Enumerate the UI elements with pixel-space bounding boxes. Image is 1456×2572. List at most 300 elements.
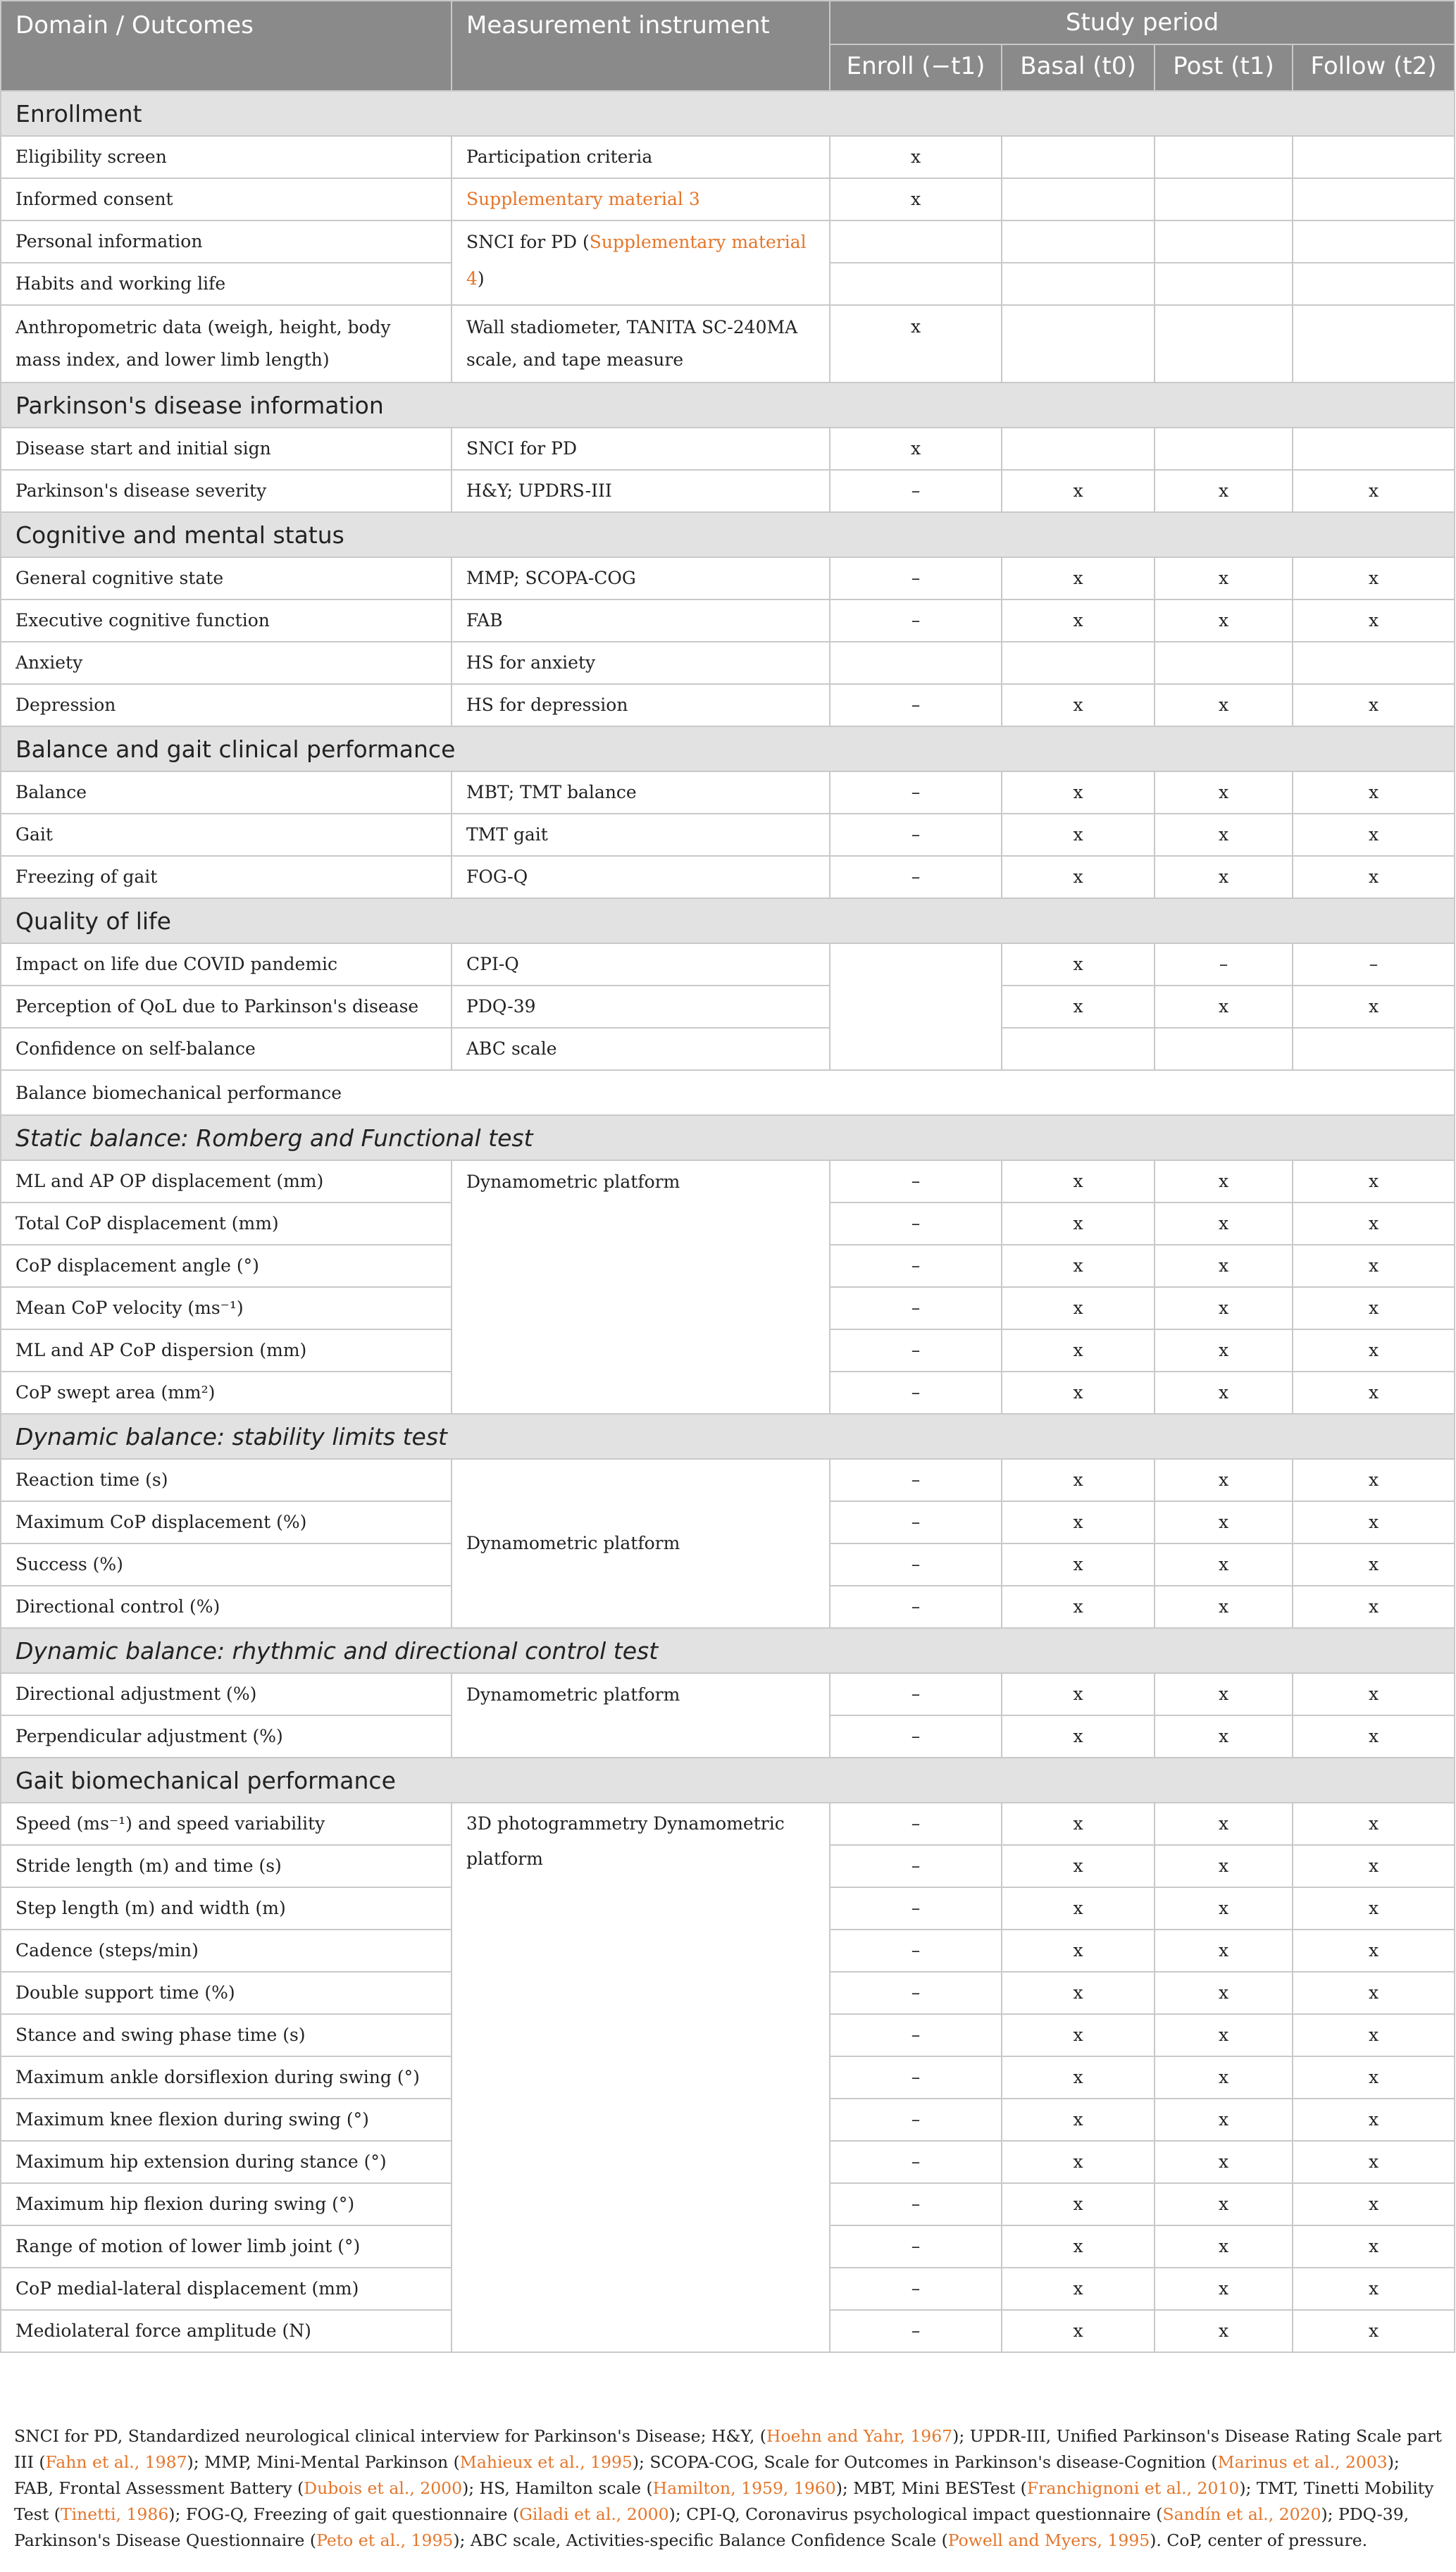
header-instrument: Measurement instrument bbox=[452, 1, 830, 91]
section-row bbox=[1, 1758, 1455, 1803]
section-title: Balance and gait clinical performance bbox=[1, 726, 1455, 771]
enroll-cell: – bbox=[830, 1845, 1002, 1887]
basal-cell: x bbox=[1002, 1329, 1155, 1372]
table-row bbox=[1, 1459, 1455, 1501]
section-title: Parkinson's disease information bbox=[1, 383, 1455, 428]
outcome-cell: Maximum CoP displacement (%) bbox=[1, 1501, 452, 1543]
post-cell: x bbox=[1155, 986, 1293, 1028]
post-cell: x bbox=[1155, 2183, 1293, 2225]
follow-cell: x bbox=[1293, 1543, 1455, 1586]
enroll-cell: – bbox=[830, 2014, 1002, 2056]
outcome-cell: Cadence (steps/min) bbox=[1, 1930, 452, 1972]
post-cell: x bbox=[1155, 856, 1293, 898]
enroll-cell: – bbox=[830, 1160, 1002, 1203]
outcome-cell: Parkinson's disease severity bbox=[1, 470, 452, 512]
section-title: Gait biomechanical performance bbox=[1, 1758, 1455, 1803]
instrument-cell: ABC scale bbox=[452, 1028, 830, 1070]
follow-cell: x bbox=[1293, 986, 1455, 1028]
citation-link[interactable]: Powell and Myers, 1995 bbox=[947, 2530, 1150, 2550]
outcome-cell: Confidence on self-balance bbox=[1, 1028, 452, 1070]
follow-cell bbox=[1293, 136, 1455, 178]
outcome-cell: Perception of QoL due to Parkinson's disease bbox=[1, 986, 452, 1028]
follow-cell bbox=[1293, 305, 1455, 383]
outcome-cell: Speed (ms⁻¹) and speed variability bbox=[1, 1803, 452, 1845]
table-row bbox=[1, 943, 1455, 986]
enroll-cell: x bbox=[830, 428, 1002, 470]
basal-cell: x bbox=[1002, 1972, 1155, 2014]
basal-cell: x bbox=[1002, 1501, 1155, 1543]
table-row bbox=[1, 1803, 1455, 1845]
instrument-cell: 3D photogrammetry Dynamometric platform bbox=[452, 1803, 830, 2352]
post-cell: x bbox=[1155, 2268, 1293, 2310]
enroll-cell: – bbox=[830, 2099, 1002, 2141]
footnote-text: ); UPDR-III, Unified Parkinson's Disease Rating Scale part III ( bbox=[14, 2426, 1442, 2472]
follow-cell: x bbox=[1293, 1930, 1455, 1972]
post-cell: x bbox=[1155, 1459, 1293, 1501]
outcome-cell: Maximum ankle dorsiflexion during swing (°) bbox=[1, 2056, 452, 2099]
basal-cell: x bbox=[1002, 1245, 1155, 1287]
basal-cell: x bbox=[1002, 684, 1155, 726]
outcome-cell: Personal information bbox=[1, 220, 452, 263]
outcome-cell: Range of motion of lower limb joint (°) bbox=[1, 2225, 452, 2268]
post-cell: x bbox=[1155, 2225, 1293, 2268]
post-cell: x bbox=[1155, 1586, 1293, 1628]
post-cell bbox=[1155, 428, 1293, 470]
post-cell: x bbox=[1155, 2099, 1293, 2141]
post-cell: – bbox=[1155, 943, 1293, 986]
header-study-period: Study period bbox=[830, 1, 1455, 44]
enroll-cell bbox=[830, 642, 1002, 684]
instrument-cell: Dynamometric platform bbox=[452, 1459, 830, 1628]
post-cell: x bbox=[1155, 1501, 1293, 1543]
table-row bbox=[1, 986, 1455, 1028]
post-cell: x bbox=[1155, 557, 1293, 599]
footnote-text: ); CPI-Q, Coronavirus psychological impact questionnaire ( bbox=[668, 2504, 1163, 2524]
basal-cell: x bbox=[1002, 2014, 1155, 2056]
table-row bbox=[1, 178, 1455, 220]
outcome-cell: Freezing of gait bbox=[1, 856, 452, 898]
enroll-cell-merged bbox=[830, 943, 1002, 1070]
section-title: Quality of life bbox=[1, 898, 1455, 943]
post-cell: x bbox=[1155, 1803, 1293, 1845]
citation-link[interactable]: Giladi et al., 2000 bbox=[519, 2504, 669, 2524]
basal-cell: x bbox=[1002, 2225, 1155, 2268]
basal-cell: x bbox=[1002, 1586, 1155, 1628]
outcome-cell: Reaction time (s) bbox=[1, 1459, 452, 1501]
follow-cell bbox=[1293, 1028, 1455, 1070]
post-cell: x bbox=[1155, 814, 1293, 856]
follow-cell bbox=[1293, 220, 1455, 263]
enroll-cell bbox=[830, 263, 1002, 305]
header-enroll: Enroll (−t1) bbox=[830, 44, 1002, 91]
basal-cell: x bbox=[1002, 814, 1155, 856]
basal-cell: x bbox=[1002, 1543, 1155, 1586]
outcome-cell: CoP displacement angle (°) bbox=[1, 1245, 452, 1287]
outcome-cell: Mediolateral force amplitude (N) bbox=[1, 2310, 452, 2352]
enroll-cell: – bbox=[830, 814, 1002, 856]
header-domain: Domain / Outcomes bbox=[1, 1, 452, 91]
follow-cell: x bbox=[1293, 1887, 1455, 1930]
table-row bbox=[1, 1673, 1455, 1715]
outcome-cell: Gait bbox=[1, 814, 452, 856]
post-cell bbox=[1155, 178, 1293, 220]
basal-cell bbox=[1002, 263, 1155, 305]
post-cell: x bbox=[1155, 1329, 1293, 1372]
citation-link[interactable]: Tinetti, 1986 bbox=[60, 2504, 169, 2524]
follow-cell: x bbox=[1293, 557, 1455, 599]
table-body bbox=[1, 91, 1455, 2352]
enroll-cell bbox=[830, 220, 1002, 263]
table-row bbox=[1, 771, 1455, 814]
enroll-cell: – bbox=[830, 1372, 1002, 1414]
post-cell: x bbox=[1155, 1372, 1293, 1414]
basal-cell: x bbox=[1002, 1372, 1155, 1414]
basal-cell bbox=[1002, 428, 1155, 470]
enroll-cell: – bbox=[830, 599, 1002, 642]
instrument-cell: H&Y; UPDRS-III bbox=[452, 470, 830, 512]
outcome-cell: Step length (m) and width (m) bbox=[1, 1887, 452, 1930]
subsection-row bbox=[1, 1414, 1455, 1459]
enroll-cell: x bbox=[830, 178, 1002, 220]
enroll-cell: – bbox=[830, 470, 1002, 512]
instrument-text-close: ) bbox=[477, 268, 485, 289]
follow-cell: x bbox=[1293, 1673, 1455, 1715]
enroll-cell: – bbox=[830, 1887, 1002, 1930]
supplementary-material-3-link[interactable]: Supplementary material 3 bbox=[452, 178, 830, 220]
post-cell: x bbox=[1155, 2056, 1293, 2099]
follow-cell: x bbox=[1293, 1715, 1455, 1758]
follow-cell: x bbox=[1293, 2268, 1455, 2310]
instrument-cell: MBT; TMT balance bbox=[452, 771, 830, 814]
post-cell bbox=[1155, 1028, 1293, 1070]
instrument-cell: Participation criteria bbox=[452, 136, 830, 178]
citation-link[interactable]: Franchignoni et al., 2010 bbox=[1026, 2478, 1240, 2498]
section-row bbox=[1, 512, 1455, 557]
follow-cell: x bbox=[1293, 856, 1455, 898]
post-cell: x bbox=[1155, 771, 1293, 814]
follow-cell bbox=[1293, 428, 1455, 470]
enroll-cell: – bbox=[830, 2225, 1002, 2268]
basal-cell: x bbox=[1002, 599, 1155, 642]
section-row-plain bbox=[1, 1070, 1455, 1115]
post-cell bbox=[1155, 136, 1293, 178]
basal-cell: x bbox=[1002, 943, 1155, 986]
instrument-cell: MMP; SCOPA-COG bbox=[452, 557, 830, 599]
follow-cell: x bbox=[1293, 599, 1455, 642]
instrument-text: SNCI for PD ( bbox=[466, 232, 590, 252]
footnote-text: ); MMP, Mini-Mental Parkinson ( bbox=[187, 2452, 460, 2472]
table-row bbox=[1, 305, 1455, 383]
table-row bbox=[1, 599, 1455, 642]
basal-cell bbox=[1002, 305, 1155, 383]
basal-cell: x bbox=[1002, 557, 1155, 599]
follow-cell: x bbox=[1293, 684, 1455, 726]
enroll-cell: – bbox=[830, 1459, 1002, 1501]
basal-cell: x bbox=[1002, 986, 1155, 1028]
post-cell: x bbox=[1155, 1715, 1293, 1758]
enroll-cell: – bbox=[830, 557, 1002, 599]
outcome-cell: Impact on life due COVID pandemic bbox=[1, 943, 452, 986]
instrument-cell: FOG-Q bbox=[452, 856, 830, 898]
follow-cell bbox=[1293, 178, 1455, 220]
citation-link[interactable]: Peto et al., 1995 bbox=[316, 2530, 454, 2550]
follow-cell: x bbox=[1293, 771, 1455, 814]
outcome-cell: Disease start and initial sign bbox=[1, 428, 452, 470]
subsection-title: Dynamic balance: rhythmic and directional control test bbox=[1, 1628, 1455, 1673]
citation-link[interactable]: Marinus et al., 2003 bbox=[1217, 2452, 1388, 2472]
follow-cell: x bbox=[1293, 1972, 1455, 2014]
enroll-cell: – bbox=[830, 1930, 1002, 1972]
enroll-cell: x bbox=[830, 305, 1002, 383]
enroll-cell: – bbox=[830, 1972, 1002, 2014]
follow-cell: x bbox=[1293, 1160, 1455, 1203]
outcome-cell: CoP medial-lateral displacement (mm) bbox=[1, 2268, 452, 2310]
post-cell bbox=[1155, 220, 1293, 263]
follow-cell: x bbox=[1293, 1203, 1455, 1245]
table-header bbox=[1, 1, 1455, 91]
follow-cell: x bbox=[1293, 1459, 1455, 1501]
outcome-cell: Mean CoP velocity (ms⁻¹) bbox=[1, 1287, 452, 1329]
enroll-cell: – bbox=[830, 856, 1002, 898]
table-row bbox=[1, 428, 1455, 470]
subsection-title: Static balance: Romberg and Functional test bbox=[1, 1115, 1455, 1160]
table-row bbox=[1, 220, 1455, 263]
enroll-cell: – bbox=[830, 1287, 1002, 1329]
basal-cell: x bbox=[1002, 1845, 1155, 1887]
outcome-cell: Habits and working life bbox=[1, 263, 452, 305]
enroll-cell: – bbox=[830, 2268, 1002, 2310]
follow-cell: – bbox=[1293, 943, 1455, 986]
outcome-cell: Directional control (%) bbox=[1, 1586, 452, 1628]
instrument-cell: PDQ-39 bbox=[452, 986, 830, 1028]
instrument-cell: Dynamometric platform bbox=[452, 1673, 830, 1758]
enroll-cell: – bbox=[830, 2310, 1002, 2352]
basal-cell: x bbox=[1002, 2141, 1155, 2183]
post-cell: x bbox=[1155, 1287, 1293, 1329]
section-title: Enrollment bbox=[1, 91, 1455, 136]
header-basal: Basal (t0) bbox=[1002, 44, 1155, 91]
instrument-cell: CPI-Q bbox=[452, 943, 830, 986]
citation-link[interactable]: Dubois et al., 2000 bbox=[304, 2478, 463, 2498]
follow-cell: x bbox=[1293, 2056, 1455, 2099]
enroll-cell: – bbox=[830, 1203, 1002, 1245]
footnote-text: ); FOG-Q, Freezing of gait questionnaire ( bbox=[168, 2504, 520, 2524]
basal-cell bbox=[1002, 220, 1155, 263]
enroll-cell: – bbox=[830, 1715, 1002, 1758]
basal-cell: x bbox=[1002, 1673, 1155, 1715]
follow-cell: x bbox=[1293, 2183, 1455, 2225]
table-row bbox=[1, 470, 1455, 512]
basal-cell: x bbox=[1002, 1203, 1155, 1245]
follow-cell: x bbox=[1293, 1245, 1455, 1287]
section-row bbox=[1, 898, 1455, 943]
basal-cell: x bbox=[1002, 1160, 1155, 1203]
basal-cell: x bbox=[1002, 1715, 1155, 1758]
basal-cell: x bbox=[1002, 1930, 1155, 1972]
enroll-cell: – bbox=[830, 771, 1002, 814]
subsection-row bbox=[1, 1628, 1455, 1673]
footnote-text: ); HS, Hamilton scale ( bbox=[462, 2478, 653, 2498]
enroll-cell: – bbox=[830, 1543, 1002, 1586]
follow-cell: x bbox=[1293, 2310, 1455, 2352]
post-cell bbox=[1155, 305, 1293, 383]
enroll-cell: – bbox=[830, 1245, 1002, 1287]
instrument-cell: HS for depression bbox=[452, 684, 830, 726]
citation-link[interactable]: Fahn et al., 1987 bbox=[45, 2452, 187, 2472]
outcome-cell: Executive cognitive function bbox=[1, 599, 452, 642]
outcome-cell: Informed consent bbox=[1, 178, 452, 220]
table-row bbox=[1, 856, 1455, 898]
basal-cell: x bbox=[1002, 771, 1155, 814]
footnote-text: ); ABC scale, Activities-specific Balance Confidence Scale ( bbox=[453, 2530, 948, 2550]
basal-cell: x bbox=[1002, 470, 1155, 512]
outcome-cell: Total CoP displacement (mm) bbox=[1, 1203, 452, 1245]
basal-cell: x bbox=[1002, 2183, 1155, 2225]
footnote-text: ); FAB, Frontal Assessment Battery ( bbox=[14, 2452, 1400, 2498]
table-row bbox=[1, 684, 1455, 726]
footnote-text: ); MBT, Mini BESTest ( bbox=[835, 2478, 1027, 2498]
enroll-cell: – bbox=[830, 684, 1002, 726]
subsection-row bbox=[1, 1115, 1455, 1160]
basal-cell: x bbox=[1002, 2310, 1155, 2352]
follow-cell: x bbox=[1293, 1501, 1455, 1543]
follow-cell: x bbox=[1293, 1329, 1455, 1372]
outcome-cell: General cognitive state bbox=[1, 557, 452, 599]
post-cell: x bbox=[1155, 2310, 1293, 2352]
basal-cell: x bbox=[1002, 1459, 1155, 1501]
post-cell: x bbox=[1155, 599, 1293, 642]
outcome-cell: Anthropometric data (weigh, height, body mass index, and lower limb length) bbox=[1, 305, 452, 383]
enroll-cell: – bbox=[830, 1329, 1002, 1372]
basal-cell bbox=[1002, 178, 1155, 220]
outcome-cell: Maximum hip extension during stance (°) bbox=[1, 2141, 452, 2183]
footnote-text: ); PDQ-39, Parkinson's Disease Questionnaire ( bbox=[14, 2504, 1410, 2550]
section-row bbox=[1, 726, 1455, 771]
outcome-cell: ML and AP CoP dispersion (mm) bbox=[1, 1329, 452, 1372]
post-cell: x bbox=[1155, 1845, 1293, 1887]
follow-cell: x bbox=[1293, 2225, 1455, 2268]
follow-cell: x bbox=[1293, 1372, 1455, 1414]
citation-link[interactable]: Mahieux et al., 1995 bbox=[459, 2452, 633, 2472]
basal-cell: x bbox=[1002, 1287, 1155, 1329]
outcome-cell: Eligibility screen bbox=[1, 136, 452, 178]
basal-cell: x bbox=[1002, 1887, 1155, 1930]
post-cell: x bbox=[1155, 1930, 1293, 1972]
post-cell: x bbox=[1155, 1203, 1293, 1245]
post-cell: x bbox=[1155, 470, 1293, 512]
post-cell: x bbox=[1155, 1160, 1293, 1203]
instrument-cell bbox=[452, 220, 830, 305]
outcome-cell: Directional adjustment (%) bbox=[1, 1673, 452, 1715]
outcome-cell: ML and AP OP displacement (mm) bbox=[1, 1160, 452, 1203]
footnote-text: ); TMT, Tinetti Mobility Test ( bbox=[14, 2478, 1434, 2524]
post-cell: x bbox=[1155, 684, 1293, 726]
instrument-cell: TMT gait bbox=[452, 814, 830, 856]
instrument-cell: HS for anxiety bbox=[452, 642, 830, 684]
follow-cell: x bbox=[1293, 2141, 1455, 2183]
basal-cell: x bbox=[1002, 2099, 1155, 2141]
basal-cell: x bbox=[1002, 2268, 1155, 2310]
instrument-cell: SNCI for PD bbox=[452, 428, 830, 470]
follow-cell: x bbox=[1293, 2099, 1455, 2141]
follow-cell: x bbox=[1293, 470, 1455, 512]
outcome-cell: CoP swept area (mm²) bbox=[1, 1372, 452, 1414]
table-row bbox=[1, 136, 1455, 178]
post-cell: x bbox=[1155, 1245, 1293, 1287]
outcome-cell: Perpendicular adjustment (%) bbox=[1, 1715, 452, 1758]
post-cell bbox=[1155, 263, 1293, 305]
table-row bbox=[1, 642, 1455, 684]
enroll-cell: – bbox=[830, 2056, 1002, 2099]
basal-cell bbox=[1002, 136, 1155, 178]
outcome-cell: Maximum knee flexion during swing (°) bbox=[1, 2099, 452, 2141]
enroll-cell: – bbox=[830, 1803, 1002, 1845]
instrument-cell: Wall stadiometer, TANITA SC-240MA scale, and tape measure bbox=[452, 305, 830, 383]
enroll-cell: x bbox=[830, 136, 1002, 178]
supplementary-material-4-link[interactable]: Supplementary material 4 bbox=[466, 232, 807, 289]
outcome-cell: Anxiety bbox=[1, 642, 452, 684]
post-cell: x bbox=[1155, 2141, 1293, 2183]
enroll-cell: – bbox=[830, 1501, 1002, 1543]
table-row bbox=[1, 1160, 1455, 1203]
enroll-cell: – bbox=[830, 1673, 1002, 1715]
outcome-cell: Depression bbox=[1, 684, 452, 726]
outcome-cell: Stance and swing phase time (s) bbox=[1, 2014, 452, 2056]
section-row bbox=[1, 383, 1455, 428]
instrument-cell: FAB bbox=[452, 599, 830, 642]
follow-cell: x bbox=[1293, 2014, 1455, 2056]
basal-cell: x bbox=[1002, 2056, 1155, 2099]
enroll-cell: – bbox=[830, 1586, 1002, 1628]
post-cell: x bbox=[1155, 1972, 1293, 2014]
follow-cell: x bbox=[1293, 1586, 1455, 1628]
basal-cell bbox=[1002, 1028, 1155, 1070]
header-post: Post (t1) bbox=[1155, 44, 1293, 91]
outcome-cell: Balance bbox=[1, 771, 452, 814]
outcome-cell: Double support time (%) bbox=[1, 1972, 452, 2014]
section-title: Balance biomechanical performance bbox=[1, 1070, 1455, 1115]
section-row bbox=[1, 91, 1455, 136]
footnote-text: SNCI for PD, Standardized neurological clinical interview for Parkinson's Disease; H&Y, ( bbox=[14, 2426, 766, 2446]
outcome-cell: Stride length (m) and time (s) bbox=[1, 1845, 452, 1887]
enroll-cell: – bbox=[830, 2183, 1002, 2225]
basal-cell bbox=[1002, 642, 1155, 684]
follow-cell: x bbox=[1293, 814, 1455, 856]
subsection-title: Dynamic balance: stability limits test bbox=[1, 1414, 1455, 1459]
table-row bbox=[1, 814, 1455, 856]
follow-cell bbox=[1293, 263, 1455, 305]
follow-cell: x bbox=[1293, 1287, 1455, 1329]
table-row bbox=[1, 1028, 1455, 1070]
citation-link[interactable]: Sandín et al., 2020 bbox=[1162, 2504, 1321, 2524]
post-cell: x bbox=[1155, 2014, 1293, 2056]
follow-cell bbox=[1293, 642, 1455, 684]
outcome-cell: Success (%) bbox=[1, 1543, 452, 1586]
section-title: Cognitive and mental status bbox=[1, 512, 1455, 557]
basal-cell: x bbox=[1002, 856, 1155, 898]
post-cell bbox=[1155, 642, 1293, 684]
citation-link[interactable]: Hoehn and Yahr, 1967 bbox=[766, 2426, 953, 2446]
basal-cell: x bbox=[1002, 1803, 1155, 1845]
table-row bbox=[1, 557, 1455, 599]
instrument-cell: Dynamometric platform bbox=[452, 1160, 830, 1414]
post-cell: x bbox=[1155, 1673, 1293, 1715]
citation-link[interactable]: Hamilton, 1959, 1960 bbox=[652, 2478, 836, 2498]
post-cell: x bbox=[1155, 1543, 1293, 1586]
header-follow: Follow (t2) bbox=[1293, 44, 1455, 91]
follow-cell: x bbox=[1293, 1845, 1455, 1887]
outcome-cell: Maximum hip flexion during swing (°) bbox=[1, 2183, 452, 2225]
